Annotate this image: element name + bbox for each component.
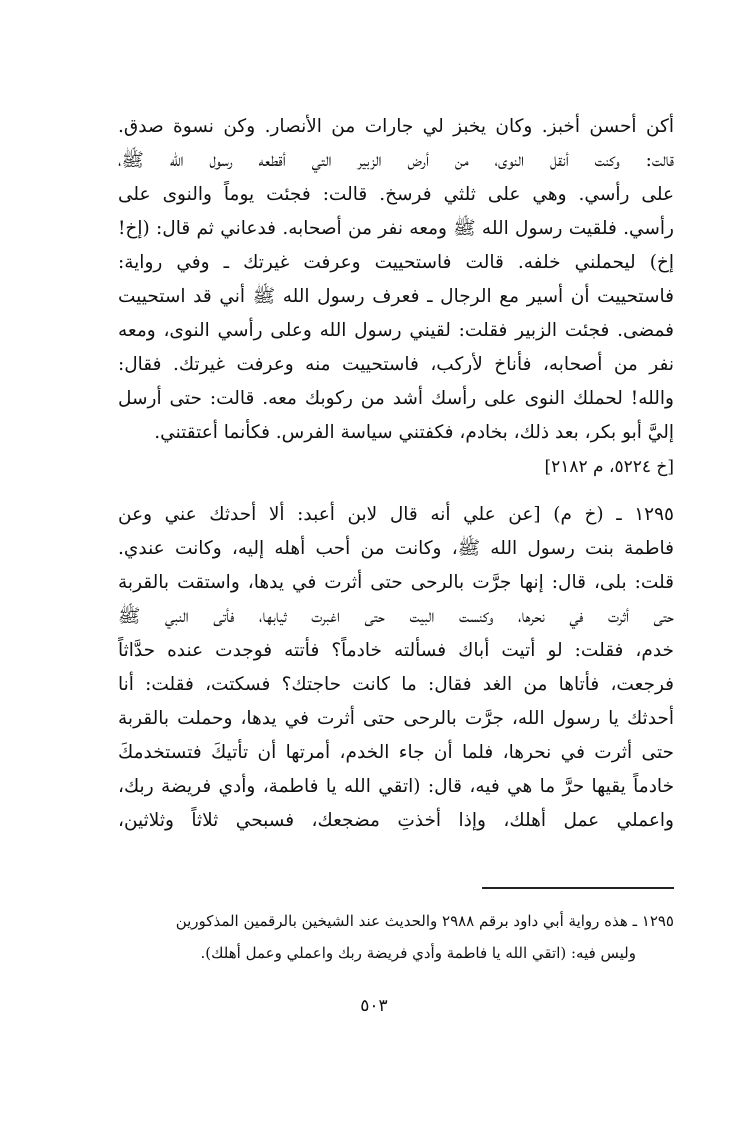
page-number: ٥٠٣ <box>360 996 388 1016</box>
text-line: أكن أحسن أخبز. وكان يخبز لي جارات من الأنصار. وكن نسوة صدق. <box>118 116 674 137</box>
text-line: إخ) ليحملني خلفه. قالت فاستحييت وعرفت غيرتك ـ وفي رواية: <box>118 252 674 273</box>
footnote-line: ١٢٩٥ ـ هذه رواية أبي داود برقم ٢٩٨٨ والحديث عند الشيخين بالرقمين المذكورين <box>175 912 674 930</box>
text-line: قالت: وكنت أنقل النوى، من أرض الزبير التي أقطعه رسول الله ﷺ، <box>118 150 674 171</box>
text-line: رأسي. فلقيت رسول الله ﷺ ومعه نفر من أصحابه. فدعاني ثم قال: (إخ! <box>118 218 674 239</box>
text-line: فاستحييت أن أسير مع الرجال ـ فعرف رسول الله ﷺ أني قد استحييت <box>118 286 674 307</box>
text-line: على رأسي. وهي على ثلثي فرسخ. قالت: فجئت يوماً والنوى على <box>118 184 674 205</box>
hadith-reference: [خ ٥٢٢٤، م ٢١٨٢] <box>544 457 674 477</box>
text-line: حتى أثرت في نحرها، وكنست البيت حتى اغبرت ثيابها، فأتى النبي ﷺ <box>118 606 674 627</box>
footnote-line: وليس فيه: (اتقي الله يا فاطمة وأدي فريضة ربك واعملي وعمل أهلك). <box>200 944 636 962</box>
footnote-divider <box>482 887 674 889</box>
paragraph-gap <box>118 484 674 498</box>
text-line: نفر من أصحابه، فأناخ لأركب، فاستحييت منه وعرفت غيرتك. فقال: <box>118 354 674 375</box>
text-line: خادماً يقيها حرَّ ما هي فيه، قال: (اتقي الله يا فاطمة، وأدي فريضة ربك، <box>118 776 674 797</box>
page-body <box>118 110 674 838</box>
text-line: حتى أثرت في نحرها، فلما أن جاء الخدم، أمرتها أن تأتيكَ فتستخدمكَ <box>118 742 674 763</box>
text-line: واعملي عمل أهلك، وإذا أخذتِ مضجعك، فسبحي ثلاثاً وثلاثين، <box>118 810 674 831</box>
hadith-1295-heading-line: ١٢٩٥ ـ (خ م) [عن علي أنه قال لابن أعبد: ألا أحدثك عني وعن <box>118 504 674 525</box>
text-line: قلت: بلى، قال: إنها جرَّت بالرحى حتى أثرت في يدها، واستقت بالقربة <box>118 572 674 593</box>
text-line: فمضى. فجئت الزبير فقلت: لقيني رسول الله وعلى رأسي النوى، ومعه <box>118 320 674 341</box>
text-line: إليَّ أبو بكر، بعد ذلك، بخادم، فكفتني سياسة الفرس. فكأنما أعتقتني. <box>154 422 674 443</box>
text-line: فاطمة بنت رسول الله ﷺ، وكانت من أحب أهله إليه، وكانت عندي. <box>118 538 674 559</box>
text-line: خدم، فقلت: لو أتيت أباك فسألته خادماً؟ فأتته فوجدت عنده حدَّاثاً <box>118 640 674 661</box>
text-line: فرجعت، فأتاها من الغد فقال: ما كانت حاجتك؟ فسكتت، فقلت: أنا <box>118 674 674 695</box>
text-line: أحدثك يا رسول الله، جرَّت بالرحى حتى أثرت في يدها، وحملت بالقربة <box>118 708 674 729</box>
text-line: والله! لحملك النوى على رأسك أشد من ركوبك معه. قالت: حتى أرسل <box>118 388 674 409</box>
footnotes <box>118 905 674 969</box>
